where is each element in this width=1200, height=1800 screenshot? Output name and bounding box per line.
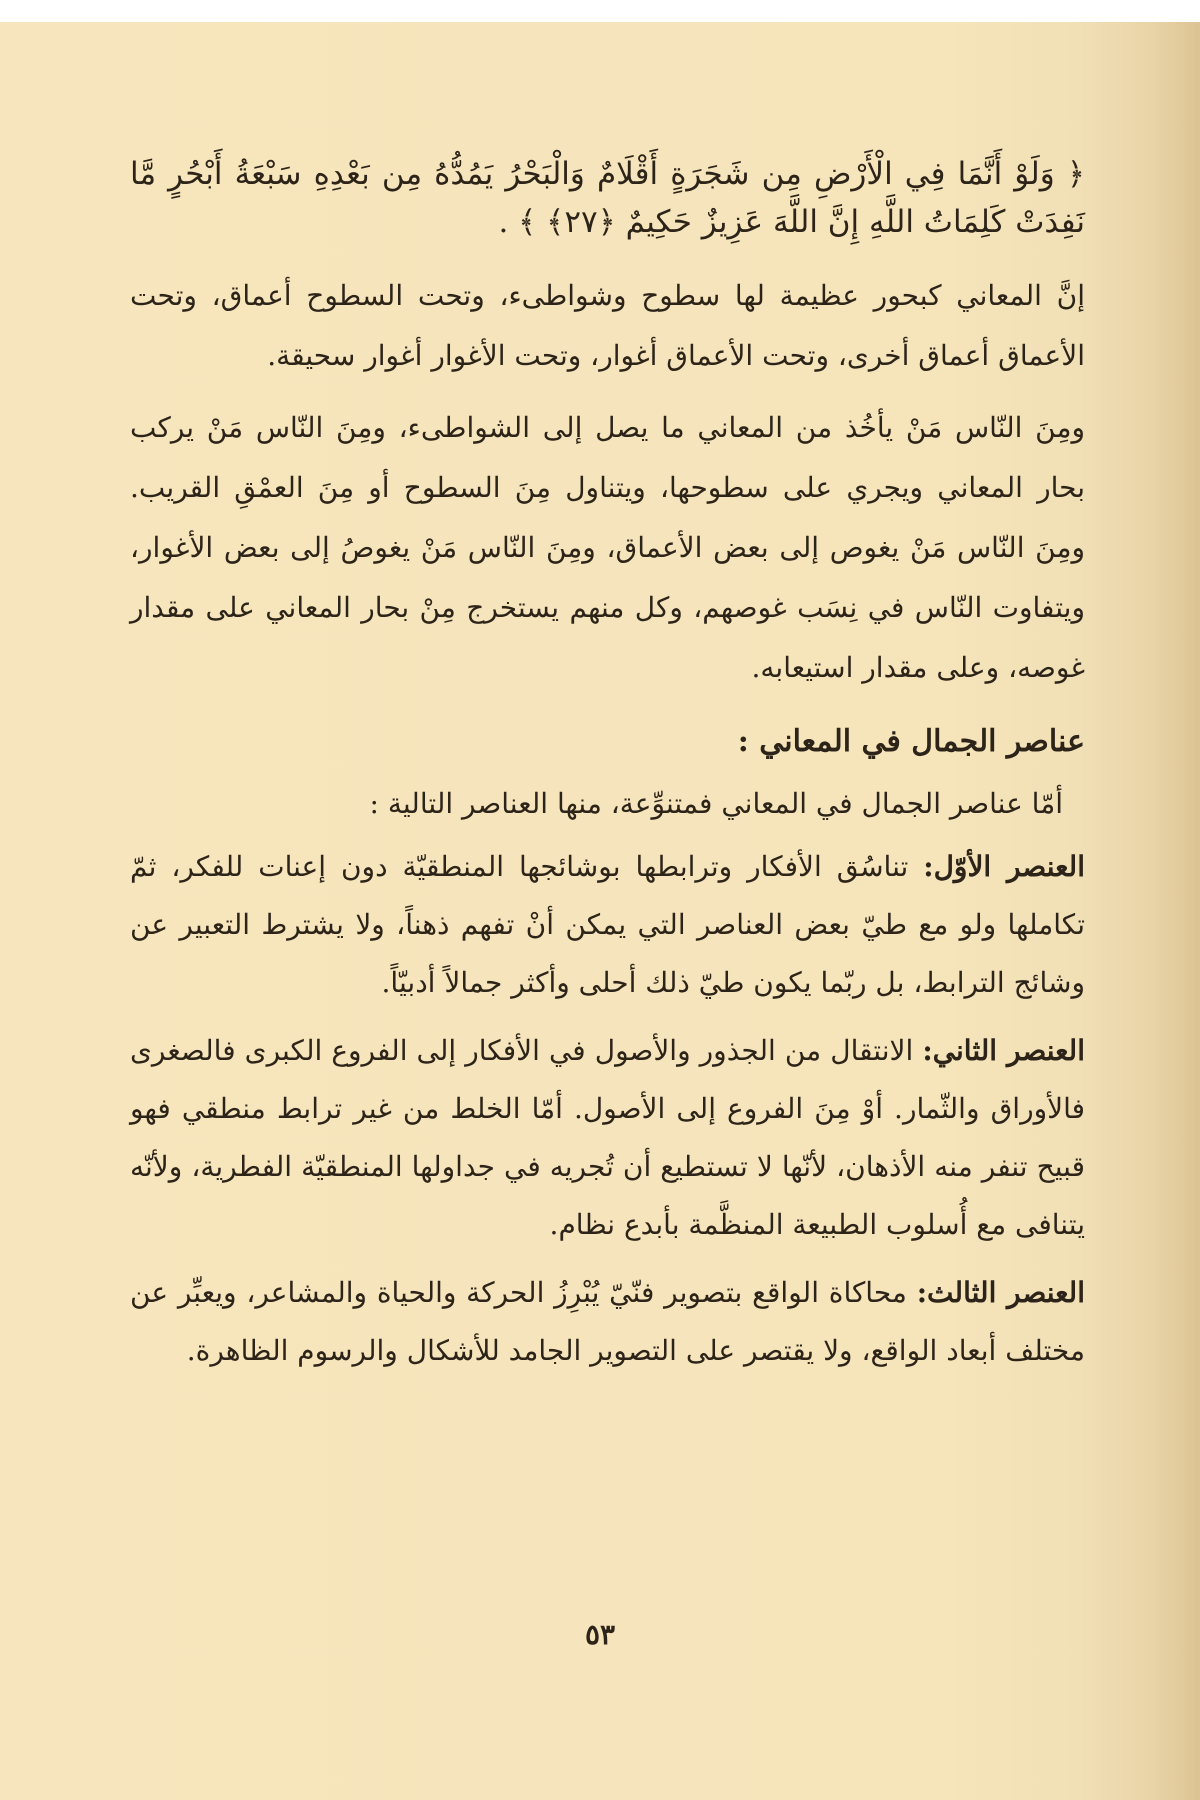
element-first bbox=[130, 838, 1085, 1012]
page-number: ٥٣ bbox=[584, 1618, 616, 1651]
element-third-label: العنصر الثالث: bbox=[916, 1276, 1085, 1309]
paragraph-people-diving: ومِنَ النّاس مَنْ يأخُذ من المعاني ما يصل إلى الشواطىء، ومِنَ النّاس مَنْ يركب بحار المعاني ويجري على سطوحها، ويتناول مِنَ السطوح أو مِنَ العمْقِ القريب. ومِنَ النّاس مَنْ يغوص إلى بعض الأعماق، ومِنَ النّاس مَنْ يغوصُ إلى بعض الأغوار، ويتفاوت النّاس في نِسَب غوصهم، وكل منهم يستخرج مِنْ بحار المعاني على مقدار غوصه، وعلى مقدار استيعابه. bbox=[130, 411, 1085, 684]
quran-verse: ﴿ وَلَوْ أَنَّمَا فِي الْأَرْضِ مِن شَجَرَةٍ أَقْلَامٌ وَالْبَحْرُ يَمُدُّهُ مِن بَعْدِهِ سَبْعَةُ أَبْحُرٍ مَّا نَفِدَتْ كَلِمَاتُ اللَّهِ إِنَّ اللَّهَ عَزِيزٌ حَكِيمٌ ﴿٢٧﴾ ﴾ . bbox=[130, 156, 1085, 240]
element-first-text: تناسُق الأفكار وترابطها بوشائجها المنطقيّة دون إعنات للفكر، ثمّ تكاملها ولو مع طيّ بعض العناصر التي يمكن أنْ تفهم ذهناً، ولا يشترط التعبير عن وشائج الترابط، بل ربّما يكون طيّ ذلك أحلى وأكثر جمالاً أدبيّاً. bbox=[130, 850, 1085, 999]
element-second-text: الانتقال من الجذور والأصول في الأفكار إلى الفروع الكبرى فالصغرى فالأوراق والثّمار. أوْ مِنَ الفروع إلى الأصول. أمّا الخلط من غير ترابط منطقي فهو قبيح تنفر منه الأذهان، لأنّها لا تستطيع أن تُجريه في جداولها المنطقيّة الفطرية، ولأنّه يتنافى مع أُسلوب الطبيعة المنظَّمة بأبدع نظام. bbox=[130, 1034, 1085, 1241]
section-heading: عناصر الجمال في المعاني : bbox=[737, 724, 1085, 759]
section-intro: أمّا عناصر الجمال في المعاني فمتنوِّعة، منها العناصر التالية : bbox=[369, 787, 1063, 820]
element-third-text: محاكاة الواقع بتصوير فنّيّ يُبْرِزُ الحركة والحياة والمشاعر، ويعبِّر عن مختلف أبعاد الواقع، ولا يقتصر على التصوير الجامد للأشكال والرسوم الظاهرة. bbox=[130, 1276, 1085, 1367]
paragraph-meanings-as-seas: إنَّ المعاني كبحور عظيمة لها سطوح وشواطىء، وتحت السطوح أعماق، وتحت الأعماق أعماق أخرى، وتحت الأعماق أغوار، وتحت الأغوار أغوار سحيقة. bbox=[130, 279, 1085, 372]
element-third bbox=[130, 1264, 1085, 1380]
element-second bbox=[130, 1022, 1085, 1254]
page-text-block bbox=[130, 150, 1085, 1390]
element-second-label: العنصر الثاني: bbox=[922, 1034, 1085, 1067]
element-first-label: العنصر الأوّل: bbox=[923, 850, 1085, 883]
